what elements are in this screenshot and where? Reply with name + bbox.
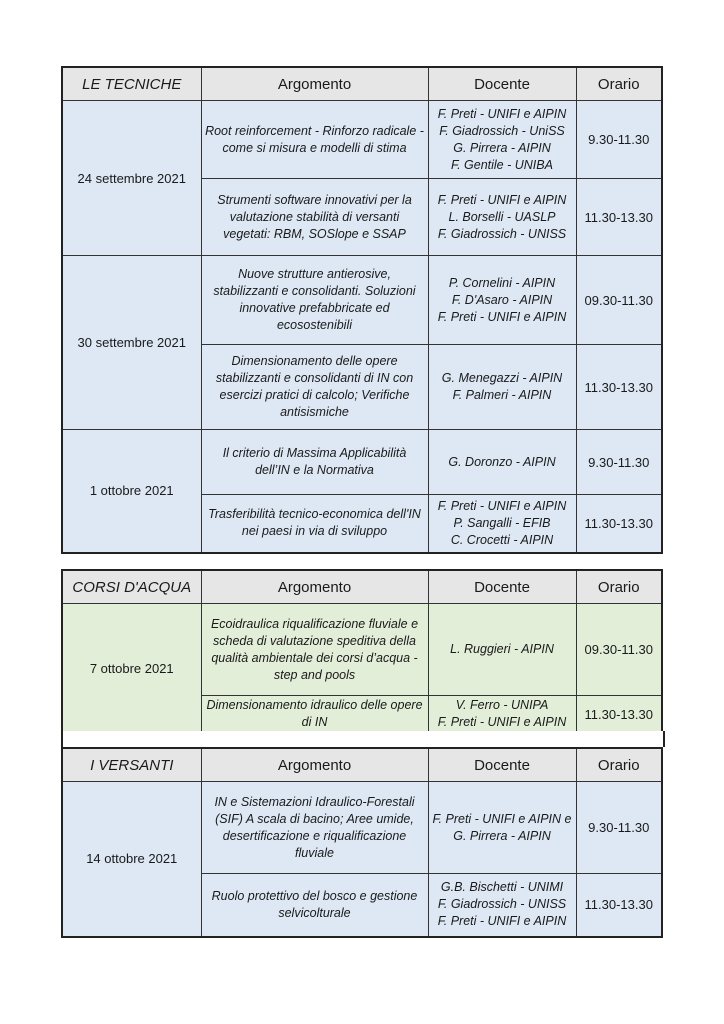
docente-line: F. Preti - UNIFI e AIPIN bbox=[437, 715, 567, 730]
docente-line: G. Menegazzi - AIPIN bbox=[441, 371, 563, 385]
header-argomento: Argomento bbox=[201, 67, 428, 101]
orario-cell: 11.30-13.30 bbox=[576, 179, 662, 256]
header-docente: Docente bbox=[428, 570, 576, 604]
argomento-cell: Ruolo protettivo del bosco e gestione selvicolturale bbox=[201, 874, 428, 937]
header-orario: Orario bbox=[576, 748, 662, 782]
docente-cell bbox=[428, 345, 576, 430]
orario-cell: 9.30-11.30 bbox=[576, 101, 662, 179]
table-row bbox=[62, 604, 662, 696]
docente-line: F. Preti - UNIFI e AIPIN bbox=[437, 192, 567, 207]
header-argomento: Argomento bbox=[201, 748, 428, 782]
docente-cell bbox=[428, 101, 576, 179]
docente-cell bbox=[428, 430, 576, 495]
argomento-cell: Nuove strutture antierosive, stabilizzanti e consolidanti. Soluzioni innovative prefabbricate ed ecosostenibili bbox=[201, 256, 428, 345]
docente-line: F. Giadrossich - UNISS bbox=[437, 226, 567, 241]
docente-line: F. Preti - UNIFI e AIPIN bbox=[437, 914, 567, 929]
docente-line: F. Giadrossich - UniSS bbox=[439, 123, 565, 138]
docente-line: P. Sangalli - EFIB bbox=[453, 515, 551, 530]
docente-cell bbox=[428, 604, 576, 696]
header-row bbox=[62, 67, 662, 101]
table-row bbox=[62, 782, 662, 874]
docente-line: F. Giadrossich - UNISS bbox=[437, 897, 567, 912]
docente-line: F. Preti - UNIFI e AIPIN bbox=[437, 309, 567, 324]
argomento-cell: Root reinforcement - Rinforzo radicale - come si misura e modelli di stima bbox=[201, 101, 428, 179]
docente-line: G.B. Bischetti - UNIMI bbox=[440, 880, 564, 895]
orario-cell: 09.30-11.30 bbox=[576, 256, 662, 345]
table-row bbox=[62, 430, 662, 495]
docente-cell bbox=[428, 874, 576, 937]
docente-line: F. Preti - UNIFI e AIPIN e bbox=[432, 811, 572, 826]
date-cell: 1 ottobre 2021 bbox=[62, 430, 201, 553]
date-cell: 14 ottobre 2021 bbox=[62, 782, 201, 937]
orario-cell: 11.30-13.30 bbox=[576, 874, 662, 937]
section-title: I VERSANTI bbox=[62, 748, 201, 782]
docente-line: G. Doronzo - AIPIN bbox=[448, 454, 556, 469]
orario-cell: 11.30-13.30 bbox=[576, 345, 662, 430]
header-row bbox=[62, 570, 662, 604]
argomento-cell: Ecoidraulica riqualificazione fluviale e scheda di valutazione speditiva della qualità ambientale dei corsi d’acqua - step and pools bbox=[201, 604, 428, 696]
docente-line: F. Preti - UNIFI e AIPIN bbox=[437, 106, 567, 121]
table-row bbox=[62, 256, 662, 345]
header-docente: Docente bbox=[428, 748, 576, 782]
docente-line: L. Borselli - UASLP bbox=[448, 209, 556, 224]
docente-line: G. Pirrera - AIPIN bbox=[453, 140, 551, 155]
docente-line: V. Ferro - UNIPA bbox=[455, 698, 549, 713]
docente-cell bbox=[428, 179, 576, 256]
docente-cell bbox=[428, 696, 576, 734]
section-spacer bbox=[61, 731, 665, 747]
header-argomento: Argomento bbox=[201, 570, 428, 604]
section-table-versanti bbox=[61, 747, 663, 938]
docente-line: F. Gentile - UNIBA bbox=[451, 157, 553, 172]
orario-cell: 11.30-13.30 bbox=[576, 696, 662, 734]
argomento-cell: IN e Sistemazioni Idraulico-Forestali (SIF) A scala di bacino; Aree umide, desertificazione e riqualificazione fluviale bbox=[201, 782, 428, 874]
header-row bbox=[62, 748, 662, 782]
argomento-cell: Trasferibilità tecnico-economica dell'IN nei paesi in via di sviluppo bbox=[201, 495, 428, 553]
section-title: LE TECNICHE bbox=[62, 67, 201, 101]
date-cell: 7 ottobre 2021 bbox=[62, 604, 201, 734]
date-cell: 24 settembre 2021 bbox=[62, 101, 201, 256]
docente-line: G. Pirrera - AIPIN bbox=[453, 828, 551, 843]
header-orario: Orario bbox=[576, 67, 662, 101]
docente-line: F. D'Asaro - AIPIN bbox=[451, 292, 553, 307]
docente-line: C. Crocetti - AIPIN bbox=[450, 532, 554, 547]
orario-cell: 9.30-11.30 bbox=[576, 782, 662, 874]
argomento-cell: Strumenti software innovativi per la valutazione stabilità di versanti vegetati: RBM, SOSlope e SSAP bbox=[201, 179, 428, 256]
docente-line: F. Palmeri - AIPIN bbox=[452, 388, 552, 402]
section-title: CORSI D'ACQUA bbox=[62, 570, 201, 604]
docente-line: L. Ruggieri - AIPIN bbox=[450, 642, 554, 656]
docente-cell bbox=[428, 782, 576, 874]
table-row bbox=[62, 101, 662, 179]
section-table-tecniche bbox=[61, 66, 663, 554]
docente-line: F. Preti - UNIFI e AIPIN bbox=[437, 498, 567, 513]
docente-cell bbox=[428, 495, 576, 553]
argomento-cell: Dimensionamento delle opere stabilizzanti e consolidanti di IN con esercizi pratici di calcolo; Verifiche antisismiche bbox=[201, 345, 428, 430]
header-docente: Docente bbox=[428, 67, 576, 101]
docente-cell bbox=[428, 256, 576, 345]
docente-line: P. Cornelini - AIPIN bbox=[448, 275, 556, 290]
header-orario: Orario bbox=[576, 570, 662, 604]
orario-cell: 9.30-11.30 bbox=[576, 430, 662, 495]
orario-cell: 11.30-13.30 bbox=[576, 495, 662, 553]
argomento-cell: Dimensionamento idraulico delle opere di IN bbox=[201, 696, 428, 734]
date-cell: 30 settembre 2021 bbox=[62, 256, 201, 430]
orario-cell: 09.30-11.30 bbox=[576, 604, 662, 696]
section-table-corsi-acqua bbox=[61, 569, 663, 735]
argomento-cell: Il criterio di Massima Applicabilità dell’IN e la Normativa bbox=[201, 430, 428, 495]
